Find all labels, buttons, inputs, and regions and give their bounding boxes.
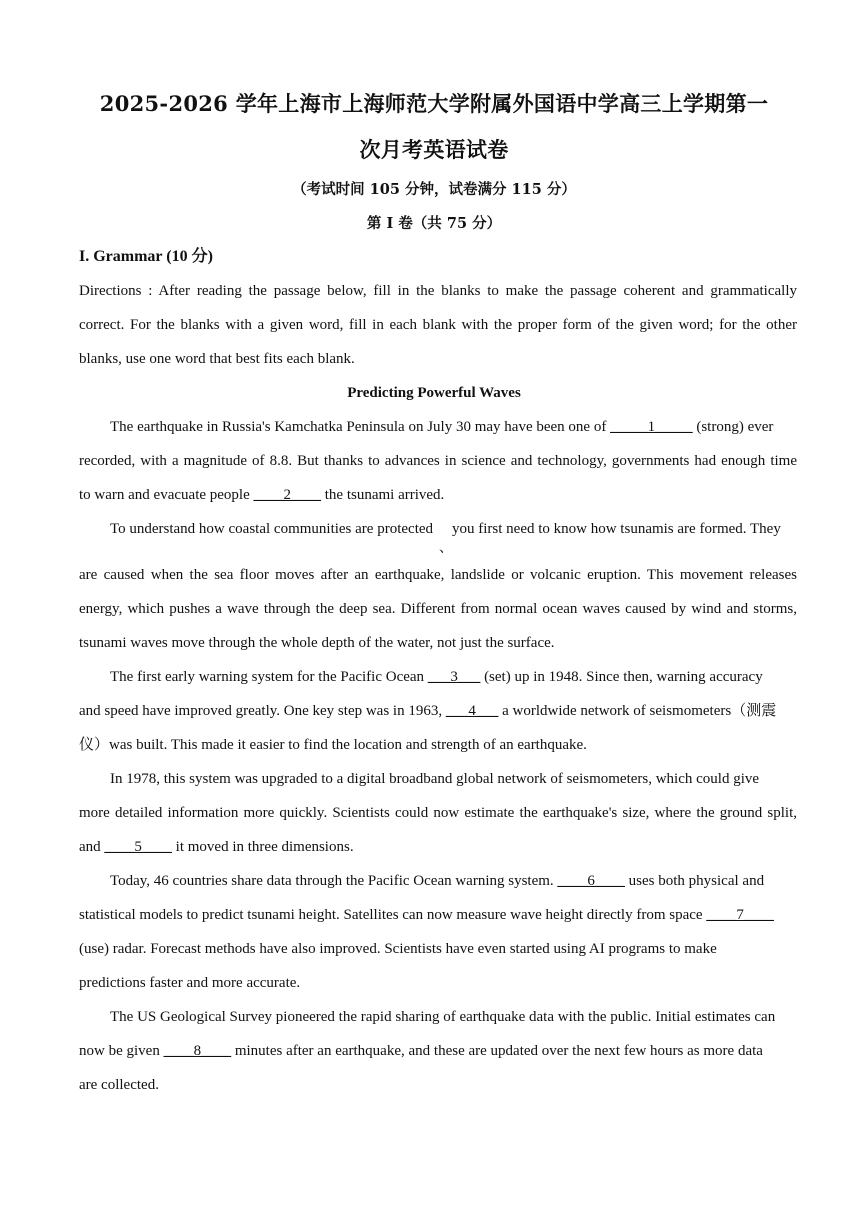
text: it moved in three dimensions. (171, 839, 354, 855)
blank-2[interactable]: ____2____ (253, 487, 321, 503)
text: (strong) ever (692, 419, 774, 435)
directions-line-1: Directions : After reading the passage below, fill in the blanks to make the passage coherent and grammatically (79, 283, 797, 299)
p3-line-2 (79, 701, 797, 721)
directions-line-2: correct. For the blanks with a given word, fill in each blank with the proper form of the given word; for the other (79, 317, 797, 333)
p5-line-4: predictions faster and more accurate. (79, 975, 301, 991)
p3-line-3: 仪）was built. This made it easier to find the location and strength of an earthquake. (79, 737, 587, 753)
p2-line-1b: you first need to know how tsunamis are formed. They (452, 521, 781, 537)
section-heading: I. Grammar (10 分) (79, 248, 213, 265)
passage-title: Predicting Powerful Waves (347, 385, 521, 401)
text: and speed have improved greatly. One key step was in 1963, (79, 703, 446, 719)
text: minutes after an earthquake, and these are updated over the next few hours as more data (231, 1043, 763, 1059)
p6-line-2 (79, 1041, 797, 1061)
blank-7[interactable]: ____7____ (706, 907, 774, 923)
text: and (79, 839, 105, 855)
blank-6[interactable]: ____6____ (557, 873, 625, 889)
directions-line-3: blanks, use one word that best fits each blank. (79, 351, 355, 367)
text: (set) up in 1948. Since then, warning accuracy (480, 669, 763, 685)
p4-line-2: more detailed information more quickly. Scientists could now estimate the earthquake's size, where the ground split, (79, 805, 797, 821)
blank-5[interactable]: ____5____ (104, 839, 172, 855)
comma-mark: 、 (439, 541, 453, 556)
text: now be given (79, 1043, 164, 1059)
p6-line-1: The US Geological Survey pioneered the rapid sharing of earthquake data with the public. Initial estimates can (110, 1009, 776, 1025)
p2-line-2: are caused when the sea floor moves after an earthquake, landslide or volcanic eruption. This movement releases (79, 567, 797, 583)
p2-line-3: energy, which pushes a wave through the deep sea. Different from normal ocean waves caused by wind and storms, (79, 601, 797, 617)
volume-label: 第 I 卷（共 75 分） (366, 215, 502, 232)
text: uses both physical and (624, 873, 765, 889)
p6-line-3: are collected. (79, 1077, 159, 1093)
p2-line-4: tsunami waves move through the whole depth of the water, not just the surface. (79, 635, 555, 651)
p3-line-1 (110, 667, 800, 687)
text: Today, 46 countries share data through the Pacific Ocean warning system. (110, 873, 558, 889)
p2-line-1a: To understand how coastal communities are protected (110, 521, 434, 537)
exam-title-line-1: 2025-2026 学年上海市上海师范大学附属外国语中学高三上学期第一 (99, 91, 769, 116)
text: a worldwide network of seismometers（测震 (498, 703, 777, 719)
blank-8[interactable]: ____8____ (163, 1043, 232, 1059)
text: to warn and evacuate people (79, 487, 254, 503)
text: The first early warning system for the Pacific Ocean (110, 669, 428, 685)
p1-line-2: recorded, with a magnitude of 8.8. But thanks to advances in science and technology, governments had enough time (79, 453, 797, 469)
blank-3[interactable]: ___3___ (427, 669, 481, 685)
p4-line-1: In 1978, this system was upgraded to a digital broadband global network of seismometers, which could give (110, 771, 760, 787)
p1-line-1 (110, 417, 800, 437)
text: The earthquake in Russia's Kamchatka Peninsula on July 30 may have been one of (110, 419, 611, 435)
blank-4[interactable]: ___4___ (445, 703, 499, 719)
p5-line-3: (use) radar. Forecast methods have also improved. Scientists have even started using AI programs to make (79, 941, 717, 957)
text: the tsunami arrived. (321, 487, 445, 503)
blank-1[interactable]: _____1_____ (610, 419, 693, 435)
p1-line-3 (79, 485, 797, 505)
exam-info: （考试时间 105 分钟，试卷满分 115 分） (292, 181, 576, 198)
p5-line-2 (79, 905, 797, 925)
p5-line-1 (110, 871, 800, 891)
exam-title-line-2: 次月考英语试卷 (359, 137, 509, 162)
text: statistical models to predict tsunami height. Satellites can now measure wave height directly from space (79, 907, 707, 923)
p4-line-3 (79, 837, 797, 857)
